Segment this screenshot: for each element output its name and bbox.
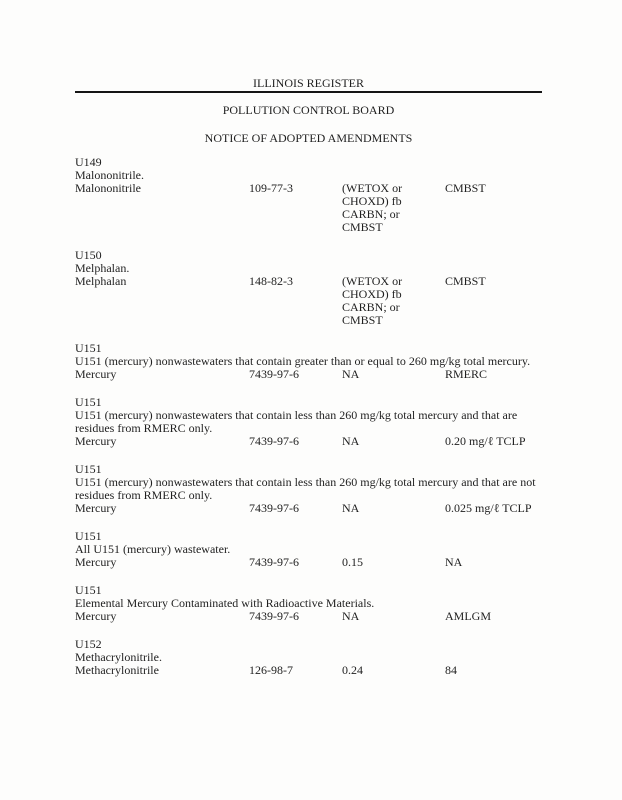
wastewater-standard: 0.24: [342, 663, 363, 677]
wastewater-standard: NA: [342, 434, 360, 448]
table-row: [75, 556, 585, 569]
waste-description: All U151 (mercury) wastewater.: [75, 542, 231, 556]
constituent-name: Mercury: [75, 555, 117, 569]
waste-entry-u151-radioactive: [75, 584, 585, 623]
constituent-name: Methacrylonitrile: [75, 663, 159, 677]
waste-description: Elemental Mercury Contaminated with Radioactive Materials.: [75, 596, 375, 610]
cas-number: 7439-97-6: [249, 501, 299, 515]
waste-description: Malononitrile.: [75, 168, 144, 182]
table-row: [75, 182, 585, 234]
waste-entry-u151-wastewater: [75, 530, 585, 569]
nonwastewater-standard: CMBST: [445, 274, 486, 288]
table-row: [75, 610, 585, 623]
wastewater-standard: NA: [342, 501, 360, 515]
nonwastewater-standard: CMBST: [445, 181, 486, 195]
cas-number: 7439-97-6: [249, 555, 299, 569]
constituent-name: Malononitrile: [75, 181, 141, 195]
constituent-name: Mercury: [75, 434, 117, 448]
waste-description: Methacrylonitrile.: [75, 650, 162, 664]
table-row: [75, 435, 585, 448]
cas-number: 7439-97-6: [249, 367, 299, 381]
table-row: [75, 664, 585, 677]
constituent-name: Mercury: [75, 501, 117, 515]
constituent-name: Melphalan: [75, 274, 127, 288]
page-header: [0, 0, 622, 145]
waste-description: U151 (mercury) nonwastewaters that contain greater than or equal to 260 mg/kg total mercury.: [75, 354, 531, 368]
waste-code: U151: [75, 341, 102, 355]
waste-entry-u151-high-mercury: [75, 342, 585, 381]
table-row: [75, 275, 585, 327]
wastewater-standard: NA: [342, 367, 360, 381]
waste-description: residues from RMERC only.: [75, 421, 213, 435]
waste-code: U152: [75, 637, 102, 651]
waste-code: U150: [75, 248, 102, 262]
waste-description: U151 (mercury) nonwastewaters that contain less than 260 mg/kg total mercury and that are: [75, 408, 518, 422]
cas-number: 7439-97-6: [249, 434, 299, 448]
waste-code: U149: [75, 155, 102, 169]
register-title: ILLINOIS REGISTER: [253, 76, 364, 90]
nonwastewater-standard: 0.20 mg/ℓ TCLP: [445, 434, 526, 448]
wastewater-standard: (WETOX or CHOXD) fb CARBN; or CMBST: [342, 181, 403, 234]
waste-description: Melphalan.: [75, 261, 130, 275]
cas-number: 109-77-3: [249, 181, 293, 195]
waste-description: U151 (mercury) nonwastewaters that contain less than 260 mg/kg total mercury and that are not: [75, 475, 536, 489]
waste-entry-u149: [75, 156, 585, 234]
waste-code: U151: [75, 529, 102, 543]
waste-entry-u151-rmerc-residues: [75, 396, 585, 448]
cas-number: 7439-97-6: [249, 609, 299, 623]
nonwastewater-standard: NA: [445, 555, 463, 569]
wastewater-standard: (WETOX or CHOXD) fb CARBN; or CMBST: [342, 274, 403, 327]
waste-entry-u152: [75, 638, 585, 677]
cas-number: 126-98-7: [249, 663, 293, 677]
waste-entries-list: [75, 156, 585, 677]
nonwastewater-standard: AMLGM: [445, 609, 492, 623]
notice-title: NOTICE OF ADOPTED AMENDMENTS: [204, 131, 413, 145]
waste-code: U151: [75, 395, 102, 409]
wastewater-standard: NA: [342, 609, 360, 623]
table-row: [75, 368, 585, 381]
nonwastewater-standard: 0.025 mg/ℓ TCLP: [445, 501, 532, 515]
waste-code: U151: [75, 462, 102, 476]
board-title: POLLUTION CONTROL BOARD: [222, 103, 395, 117]
nonwastewater-standard: RMERC: [445, 367, 488, 381]
waste-entry-u151-non-rmerc-residues: [75, 463, 585, 515]
waste-description: residues from RMERC only.: [75, 488, 213, 502]
waste-code: U151: [75, 583, 102, 597]
nonwastewater-standard: 84: [445, 663, 457, 677]
waste-entry-u150: [75, 249, 585, 327]
constituent-name: Mercury: [75, 367, 117, 381]
cas-number: 148-82-3: [249, 274, 293, 288]
register-title-rule: [75, 77, 542, 93]
wastewater-standard: 0.15: [342, 555, 363, 569]
constituent-name: Mercury: [75, 609, 117, 623]
table-row: [75, 502, 585, 515]
